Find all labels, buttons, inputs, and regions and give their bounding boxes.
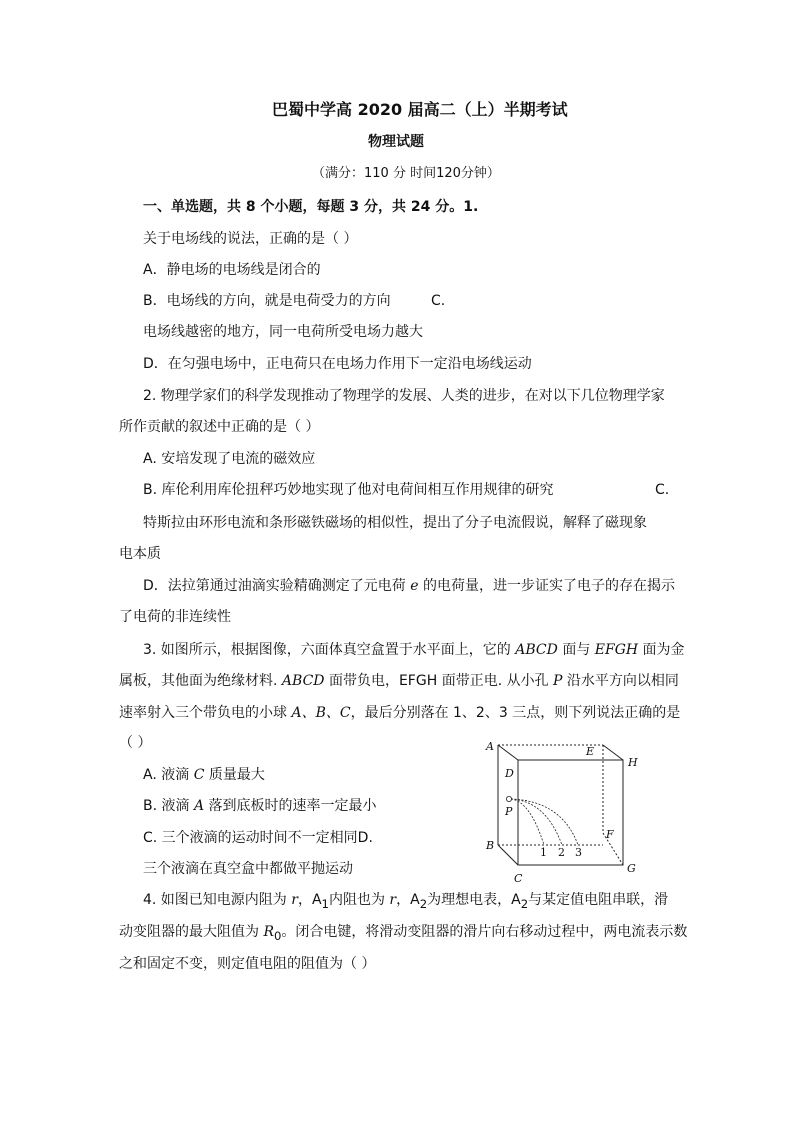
q3-l3-abc: A、B、C <box>291 705 351 721</box>
label-d: D <box>505 767 514 780</box>
q4-l2-sub: 0 <box>274 928 282 943</box>
q4-stem-line3: 之和固定不变，则定值电阻的阻值为（ ） <box>119 956 376 972</box>
q3-a-var: C <box>193 767 205 783</box>
q3-l3-pre: 速率射入三个带负电的小球 <box>119 705 292 721</box>
label-point-3: 3 <box>575 846 582 859</box>
q3-b-pre: B. 液滴 <box>143 798 194 814</box>
trajectory-2 <box>511 799 562 845</box>
q3-option-d: 三个液滴在真空盒中都做平抛运动 <box>143 861 353 877</box>
q3-option-c: C. 三个液滴的运动时间不一定相同D. <box>143 830 373 846</box>
label-c: C <box>514 872 523 885</box>
q4-stem-line2 <box>119 923 687 945</box>
q4-l2-post: 。闭合电键，将滑动变阻器的滑片向右移动过程中，两电流表示数 <box>281 924 688 940</box>
q3-l1-post: 面为金 <box>638 642 685 658</box>
q3-option-a <box>143 766 265 784</box>
label-e: E <box>586 745 595 758</box>
edge-top-left <box>498 745 518 760</box>
q3-l2-abcd: ABCD <box>281 673 325 689</box>
label-b: B <box>486 839 495 852</box>
q3-stem-line1 <box>143 641 685 659</box>
q3-l3-post: ，最后分别落在 1、2、3 三点，则下列说法正确的是 <box>350 705 681 721</box>
q2-option-b: B. 库伦利用库伦扭秤巧妙地实现了他对电荷间相互作用规律的研究 <box>143 482 554 498</box>
exam-info: （满分：110 分 时间120分钟） <box>312 166 500 181</box>
q2-option-d-line2: 了电荷的非连续性 <box>119 609 231 625</box>
q3-l1-mid: 面与 <box>557 642 595 658</box>
q4-l2-r0: R <box>263 924 274 940</box>
q4-l1-r1: r <box>291 892 298 908</box>
edge-top-right <box>603 745 623 760</box>
q4-l1-mid2: 内阻也为 <box>328 892 390 908</box>
q2-option-d-line1 <box>143 577 675 595</box>
subject-title: 物理试题 <box>368 134 424 150</box>
q4-l1-mid3: ，A <box>396 892 420 908</box>
label-point-2: 2 <box>558 846 565 859</box>
q3-option-b <box>143 797 377 815</box>
q4-stem-line1 <box>143 891 668 913</box>
label-g: G <box>627 862 636 875</box>
q4-l1-post: 与某定值电阻串联，滑 <box>528 892 669 908</box>
edge-bottom-left <box>498 845 518 865</box>
q2-option-a: A. 安培发现了电流的磁效应 <box>143 451 316 467</box>
q4-l1-sub2: 2 <box>419 896 428 911</box>
q3-l2-end: 沿水平方向以相同 <box>562 673 679 689</box>
trajectory-1 <box>511 799 544 845</box>
q4-l2-pre: 动变阻器的最大阻值为 <box>119 924 264 940</box>
q2-option-c-line2: 电本质 <box>119 546 161 562</box>
q3-stem-line3 <box>119 704 680 722</box>
q4-l1-pre: 4. 如图已知电源内阻为 <box>143 892 292 908</box>
q4-l1-r2: r <box>389 892 397 908</box>
q4-l1-mid4: 为理想电表，A <box>427 892 521 908</box>
label-h: H <box>628 756 638 769</box>
label-f: F <box>606 828 614 841</box>
q2-stem-line1: 2. 物理学家们的科学发现推动了物理学的发展、人类的进步，在对以下几位物理学家 <box>143 388 665 404</box>
q4-l1-sub1: 1 <box>321 896 329 911</box>
hole-p <box>506 796 511 801</box>
q4-l1-sub3: 2 <box>520 896 529 911</box>
q3-l2-pre: 属板，其他面为绝缘材料. <box>119 673 282 689</box>
q2-option-c-line1: 特斯拉由环形电流和条形磁铁磁场的相似性，提出了分子电流假说，解释了磁现象 <box>143 515 647 531</box>
q3-l1-efgh: EFGH <box>594 642 639 658</box>
q3-b-var: A <box>193 798 205 814</box>
label-p: P <box>505 805 513 818</box>
front-face <box>518 760 623 865</box>
trajectory-3 <box>511 799 578 845</box>
q1-option-b: B．电场线的方向，就是电荷受力的方向 <box>143 293 391 309</box>
exam-title: 巴蜀中学高 2020 届高二（上）半期考试 <box>272 100 568 119</box>
q3-b-post: 落到底板时的速率一定最小 <box>204 798 377 814</box>
q3-l1-pre: 3. 如图所示，根据图像，六面体真空盒置于水平面上，它的 <box>143 642 516 658</box>
q1-option-d: D．在匀强电场中，正电荷只在电场力作用下一定沿电场线运动 <box>143 356 532 372</box>
q1-stem: 关于电场线的说法，正确的是（ ） <box>143 231 358 247</box>
label-a: A <box>486 740 494 753</box>
q1-option-c-label: C. <box>431 293 446 309</box>
section-heading: 一、单选题，共 8 个小题，每题 3 分，共 24 分。1. <box>143 199 479 215</box>
vacuum-box-figure <box>478 735 653 890</box>
q2-d-var-e: e <box>410 578 419 594</box>
q3-l2-post: 面带负电，EFGH 面带正电. 从小孔 <box>324 673 554 689</box>
label-point-1: 1 <box>540 846 547 859</box>
q2-option-c-label: C. <box>655 482 670 498</box>
q2-d-text-pre: D．法拉第通过油滴实验精确测定了元电荷 <box>143 578 411 594</box>
q3-a-post: 质量最大 <box>204 767 265 783</box>
q3-a-pre: A. 液滴 <box>143 767 194 783</box>
q3-l2-p: P <box>553 673 563 689</box>
q4-l1-mid1: ，A <box>297 892 322 908</box>
q1-option-c: 电场线越密的地方，同一电荷所受电场力越大 <box>143 324 423 340</box>
q2-stem-line2: 所作贡献的叙述中正确的是（ ） <box>119 419 320 435</box>
q1-option-a: A．静电场的电场线是闭合的 <box>143 262 321 278</box>
q3-stem-line4: （ ） <box>119 735 152 751</box>
q3-l1-abcd: ABCD <box>515 642 558 658</box>
q2-d-text-post: 的电荷量，进一步证实了电子的存在揭示 <box>418 578 675 594</box>
q3-stem-line2 <box>119 672 679 690</box>
